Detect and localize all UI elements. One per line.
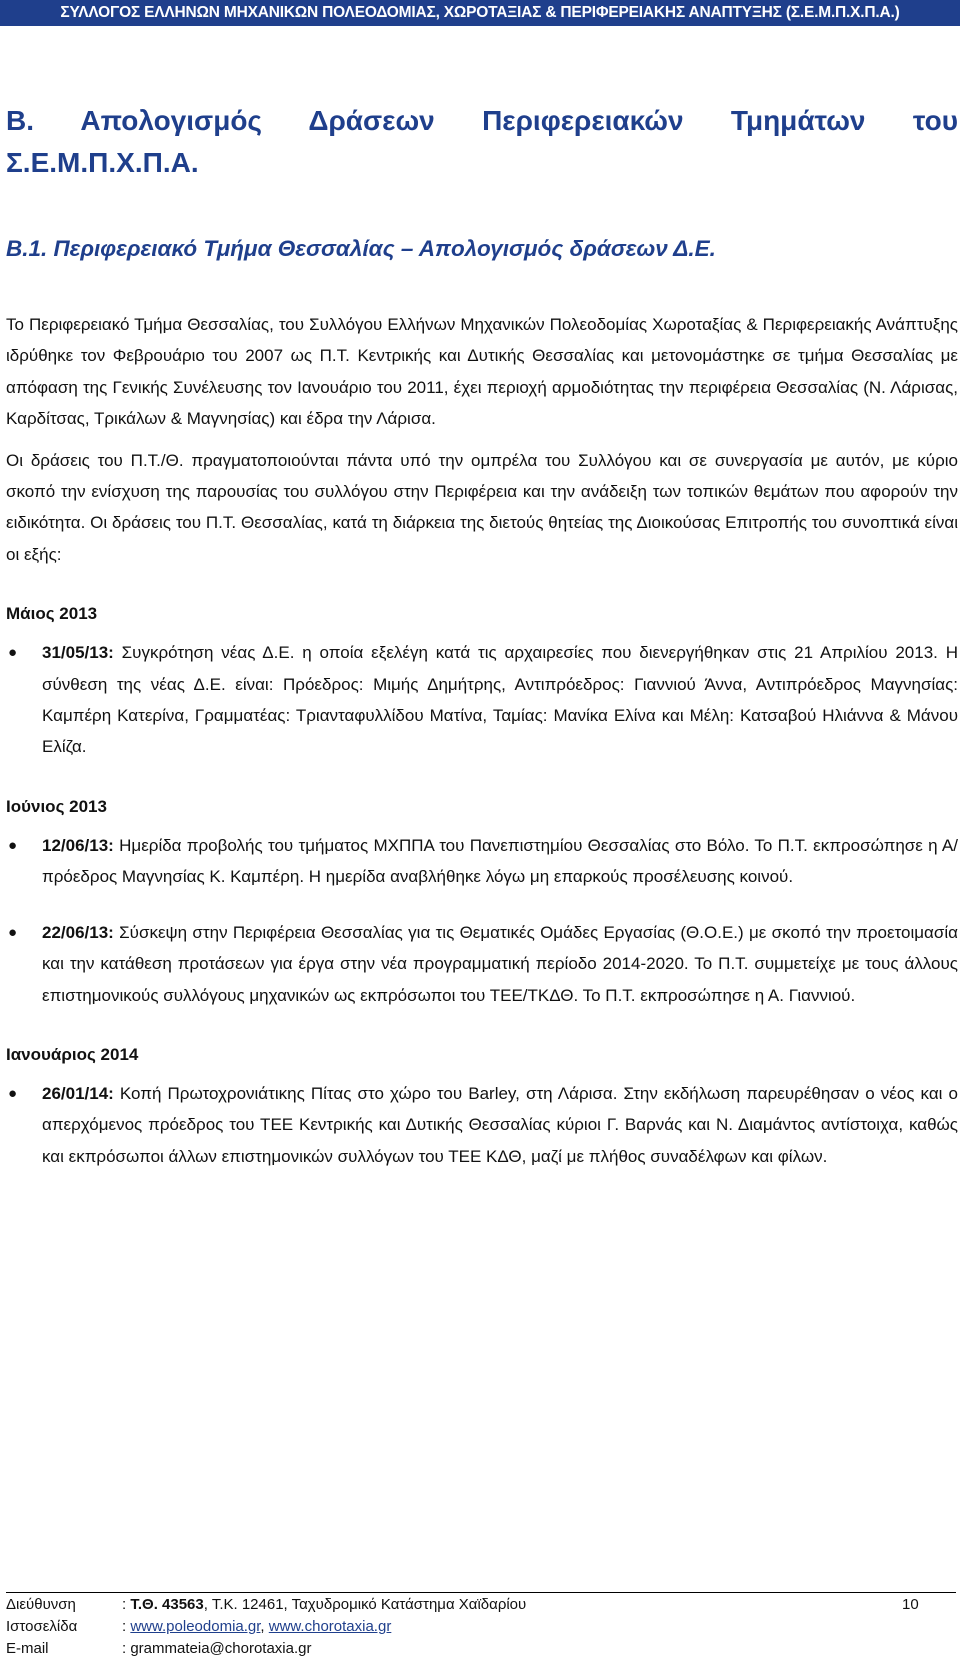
document-body — [6, 100, 958, 1172]
month-heading-june-2013: Ιούνιος 2013 — [6, 796, 107, 816]
entry-date: 31/05/13: — [42, 643, 114, 663]
website-value: : www.poleodomia.gr, www.chorotaxia.gr — [122, 1618, 392, 1635]
email-value: : grammateia@chorotaxia.gr — [122, 1640, 312, 1657]
address-label: Διεύθυνση — [6, 1596, 76, 1613]
bullet-icon: ● — [8, 923, 18, 941]
website-link-poleodomia[interactable]: www.poleodomia.gr — [130, 1618, 261, 1635]
page-header — [0, 0, 960, 26]
po-box: Τ.Θ. 43563 — [130, 1596, 204, 1613]
activity-entry — [6, 830, 958, 893]
section-subtitle: Β.1. Περιφερειακό Τμήμα Θεσσαλίας – Απολογισμός δράσεων Δ.Ε. — [6, 236, 716, 261]
month-heading-may-2013: Μάιος 2013 — [6, 604, 98, 624]
entry-text: Κοπή Πρωτοχρονιάτικης Πίτας στο χώρο του Barley, στη Λάρισα. Στην εκδήλωση παρευρέθησαν ο νέος και ο απερχόμενος πρόεδρος του ΤΕΕ Κεντρικής και Δυτικής Θεσσαλίας κύριοι Γ. Βαρνάς και Ν. Διαμάντος αντίστοιχα, καθώς και εκπρόσωποι άλλων επιστημονικών συλλόγων του ΤΕΕ ΚΔΘ, μαζί με πλήθος συναδέλφων και φίλων. — [42, 1083, 958, 1166]
entry-text: Ημερίδα προβολής του τμήματος ΜΧΠΠΑ του Πανεπιστημίου Θεσσαλίας στο Βόλο. Το Π.Τ. εκπροσώπησε η Α/πρόεδρος Μαγνησίας Κ. Καμπέρη. Η ημερίδα αναβλήθηκε λόγω μη επαρκούς προσέλευσης κοινού. — [42, 835, 958, 887]
organization-name: ΣΥΛΛΟΓΟΣ ΕΛΛΗΝΩΝ ΜΗΧΑΝΙΚΩΝ ΠΟΛΕΟΔΟΜΙΑΣ, ΧΩΡΟΤΑΞΙΑΣ & ΠΕΡΙΦΕΡΕΙΑΚΗΣ ΑΝΑΠΤΥΞΗΣ (Σ.Ε.Μ.Π.Χ.Π.Α.) — [60, 4, 900, 21]
footer-address-row — [6, 1594, 956, 1616]
page-footer — [6, 1594, 956, 1660]
website-link-chorotaxia[interactable]: www.chorotaxia.gr — [268, 1618, 392, 1635]
intro-paragraph-2: Οι δράσεις του Π.Τ./Θ. πραγματοποιούνται πάντα υπό την ομπρέλα του Συλλόγου και σε συνεργασία με αυτόν, με κύριο σκοπό την ενίσχυση της παρουσίας του συλλόγου στην Περιφέρεια και την ανάδειξη των τοπικών θεμάτων που αφορούν την ειδικότητα. Οι δράσεις του Π.Τ. Θεσσαλίας, κατά τη διάρκεια της διετούς θητείας της Διοικούσας Επιτροπής του συνοπτικά είναι οι εξής: — [6, 450, 958, 564]
entry-text: Σύσκεψη στην Περιφέρεια Θεσσαλίας για τις Θεματικές Ομάδες Εργασίας (Θ.Ο.Ε.) με σκοπό την προετοιμασία και την κατάθεση προτάσεων για έργα στην νέα προγραμματική περίοδο 2014-2020. Το Π.Τ. συμμετείχε με τους άλλους επιστημονικούς συλλόγους μηχανικών ως εκπρόσωποι του ΤΕΕ/ΤΚΔΘ. Το Π.Τ. εκπροσώπησε η Α. Γιαννιού. — [42, 922, 958, 1005]
address-value: : Τ.Θ. 43563, Τ.Κ. 12461, Ταχυδρομικό Κατάστημα Χαϊδαρίου — [122, 1596, 527, 1613]
footer-email-row — [6, 1638, 956, 1660]
intro-paragraph-1: Το Περιφερειακό Τμήμα Θεσσαλίας, του Συλλόγου Ελλήνων Μηχανικών Πολεοδομίας Χωροταξίας & Περιφερειακής Ανάπτυξης ιδρύθηκε τον Φεβρουάριο του 2007 ως Π.Τ. Κεντρικής και Δυτικής Θεσσαλίας και μετονομάστηκε σε τμήμα Θεσσαλίας με απόφαση της Γενικής Συνέλευσης τον Ιανουάριο του 2011, έχει περιοχή αρμοδιότητας την περιφέρεια Θεσσαλίας (Ν. Λάρισας, Καρδίτσας, Τρικάλων & Μαγνησίας) και έδρα την Λάρισα. — [6, 315, 958, 429]
entry-date: 22/06/13: — [42, 922, 114, 942]
section-title: Β. Απολογισμός Δράσεων Περιφερειακών Τμημάτων του Σ.Ε.Μ.Π.Χ.Π.Α. — [6, 105, 958, 178]
footer-website-row — [6, 1616, 956, 1638]
email-label: E-mail — [6, 1640, 49, 1657]
month-heading-january-2014: Ιανουάριος 2014 — [6, 1044, 139, 1064]
footer-divider — [6, 1592, 956, 1593]
activity-entry — [6, 637, 958, 763]
entry-date: 12/06/13: — [42, 835, 114, 855]
website-label: Ιστοσελίδα — [6, 1618, 78, 1635]
bullet-icon: ● — [8, 836, 18, 854]
entry-text: Συγκρότηση νέας Δ.Ε. η οποία εξελέγη κατά τις αρχαιρεσίες που διενεργήθηκαν στις 21 Απριλίου 2013. Η σύνθεση της νέας Δ.Ε. είναι: Πρόεδρος: Μιμής Δημήτρης, Αντιπρόεδρος: Γιαννιού Άννα, Αντιπρόεδρος Μαγνησίας: Καμπέρη Κατερίνα, Γραμματέας: Τριανταφυλλίδου Ματίνα, Ταμίας: Μανίκα Ελίνα και Μέλη: Κατσαβού Ηλιάννα & Μάνου Ελίζα. — [42, 643, 958, 757]
bullet-icon: ● — [8, 644, 18, 662]
bullet-icon: ● — [8, 1084, 18, 1102]
entry-date: 26/01/14: — [42, 1083, 114, 1103]
activity-entry — [6, 1078, 958, 1172]
activity-entry — [6, 917, 958, 1011]
page-number: 10 — [902, 1596, 919, 1613]
